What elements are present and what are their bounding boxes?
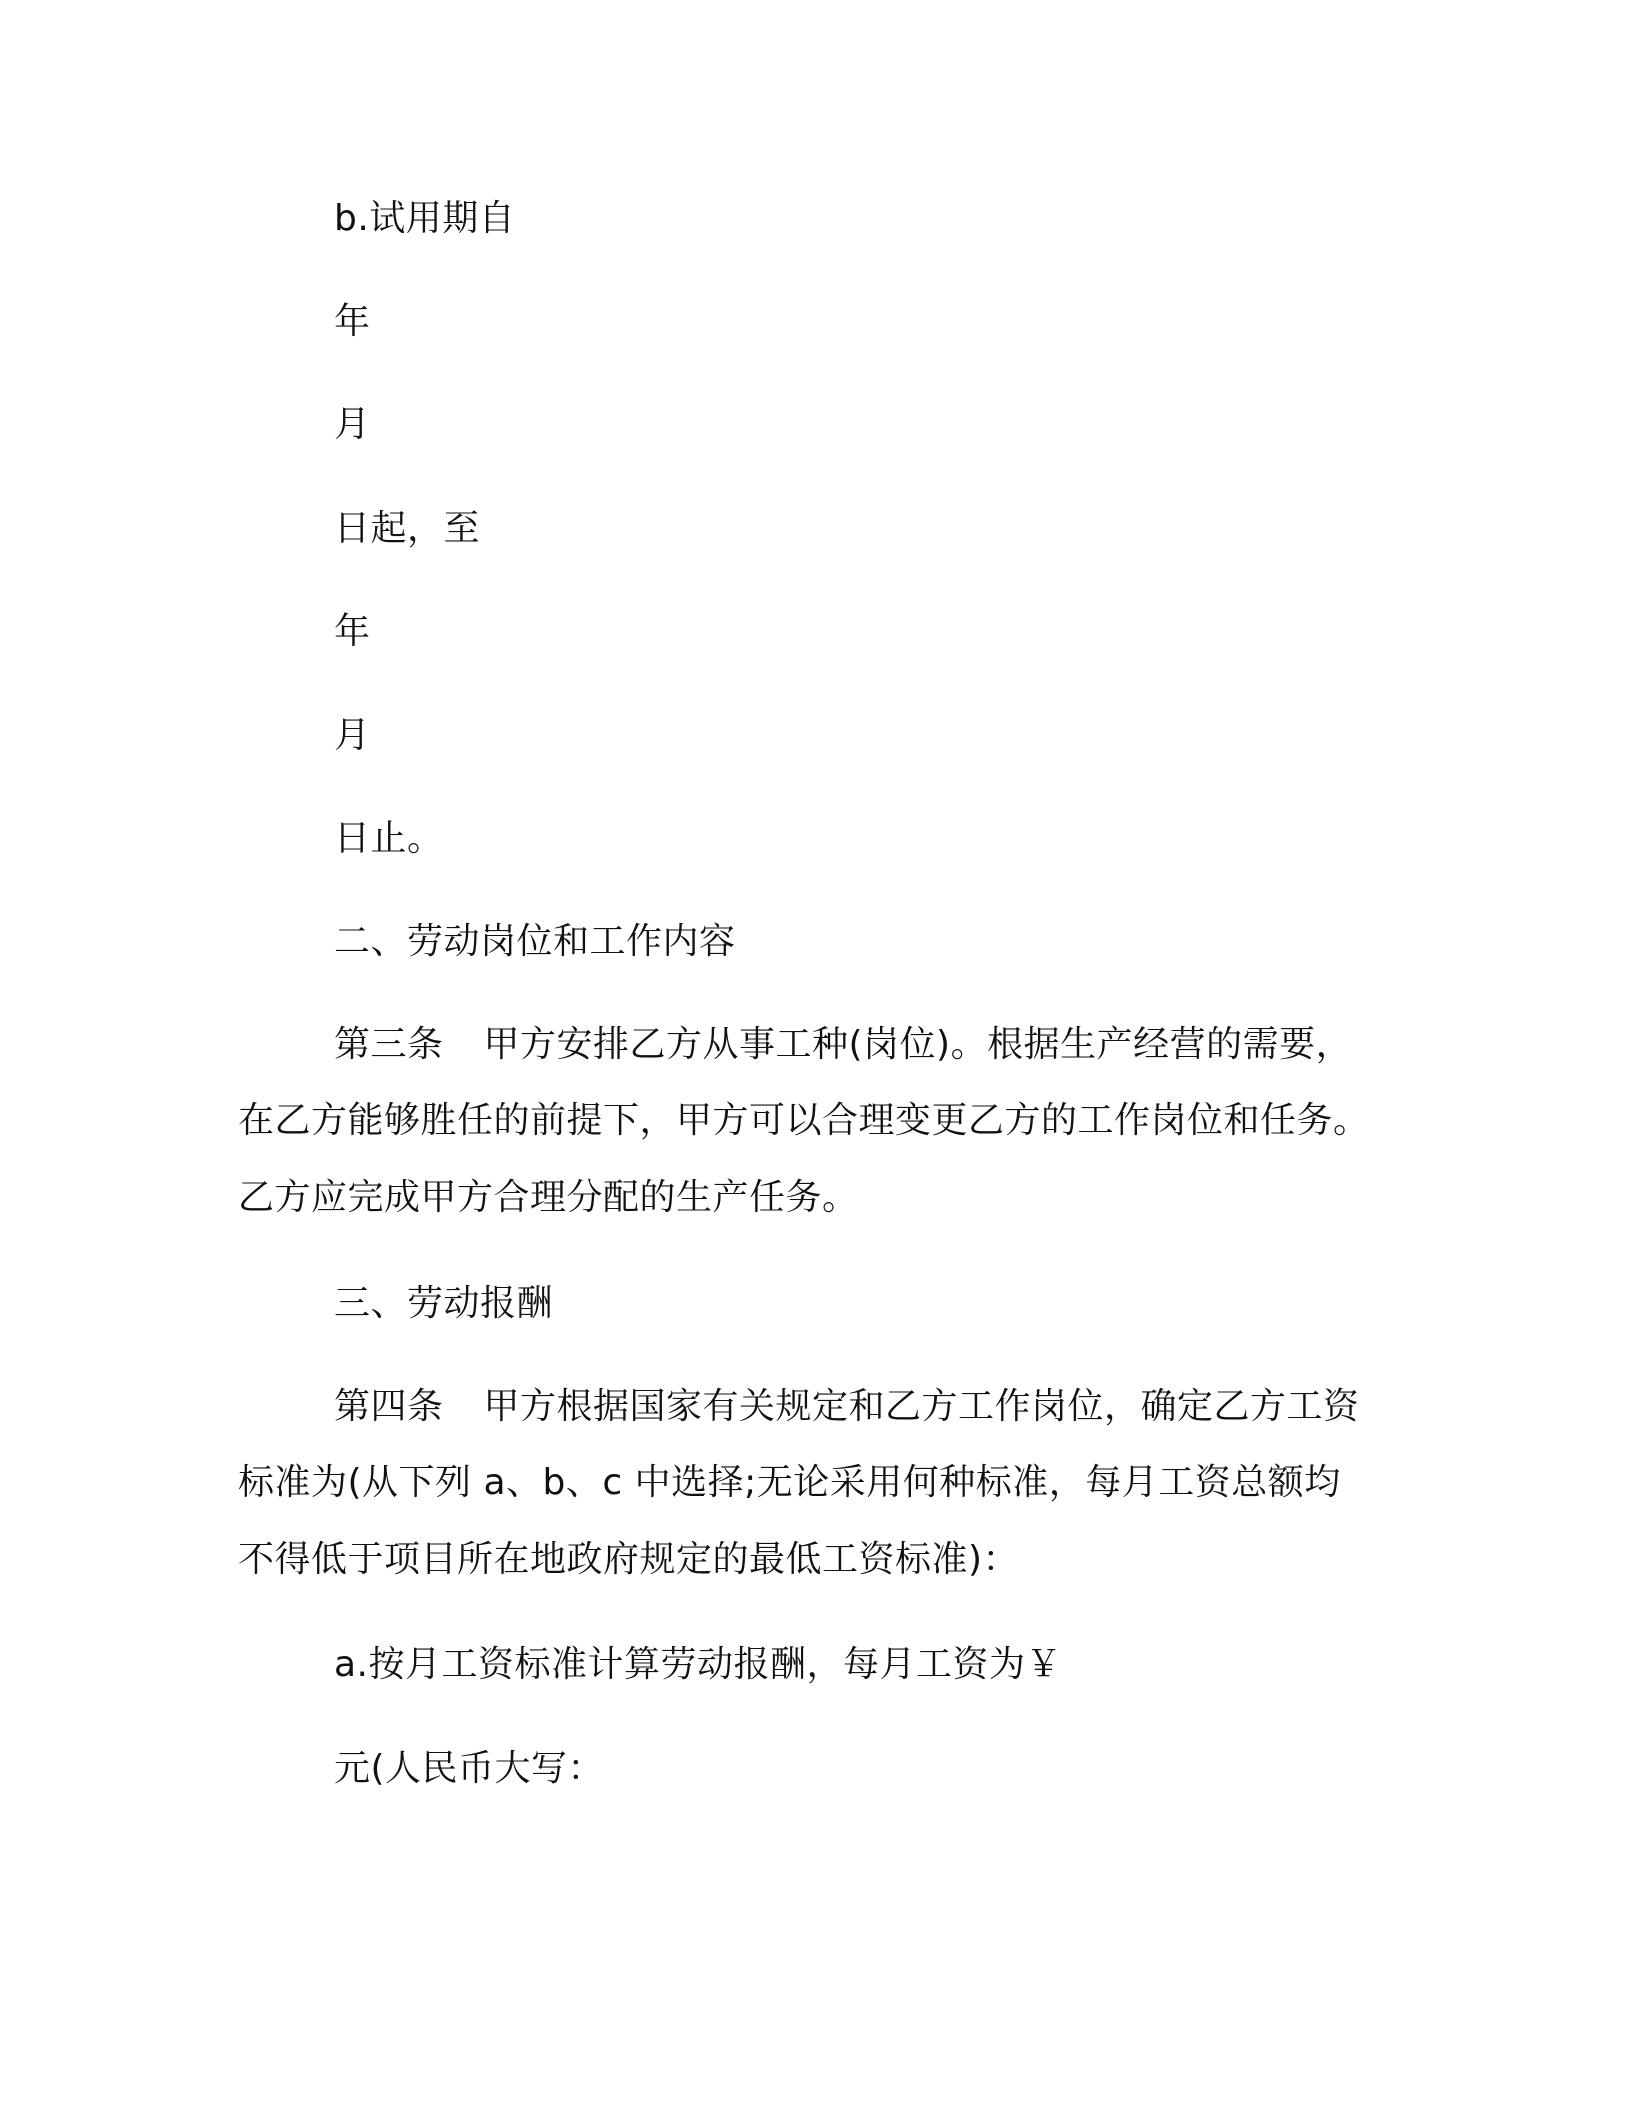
month-label: 月 [334,715,371,756]
article-text: 甲方安排乙方从事工种(岗位)。根据生产经营的需要， [483,1024,1353,1065]
section-heading-pay: 三、劳动报酬 [334,1283,554,1324]
section-heading-job: 二、劳动岗位和工作内容 [334,921,736,962]
day-start-label: 日起，至 [334,508,481,549]
option-a-line: a.按月工资标准计算劳动报酬，每月工资为￥ [334,1644,1063,1685]
month-label: 月 [334,404,371,445]
article-3-line-2: 在乙方能够胜任的前提下，甲方可以合理变更乙方的工作岗位和任务。 [238,1100,1370,1141]
article-3-line-1 [334,1022,1352,1068]
article-3-line-3: 乙方应完成甲方合理分配的生产任务。 [238,1177,859,1218]
day-end-label: 日止。 [334,818,444,859]
year-label: 年 [334,611,371,652]
article-label: 第四条 [334,1386,444,1427]
article-4-line-1 [334,1384,1360,1430]
year-label: 年 [334,301,371,342]
article-text: 甲方根据国家有关规定和乙方工作岗位，确定乙方工资 [483,1386,1360,1427]
probation-start-line: b.试用期自 [334,198,516,239]
article-4-line-3: 不得低于项目所在地政府规定的最低工资标准)： [238,1539,1020,1580]
article-4-line-2: 标准为(从下列 a、b、c 中选择;无论采用何种标准，每月工资总额均 [238,1462,1341,1503]
yuan-line: 元(人民币大写： [334,1748,605,1789]
article-label: 第三条 [334,1024,444,1065]
